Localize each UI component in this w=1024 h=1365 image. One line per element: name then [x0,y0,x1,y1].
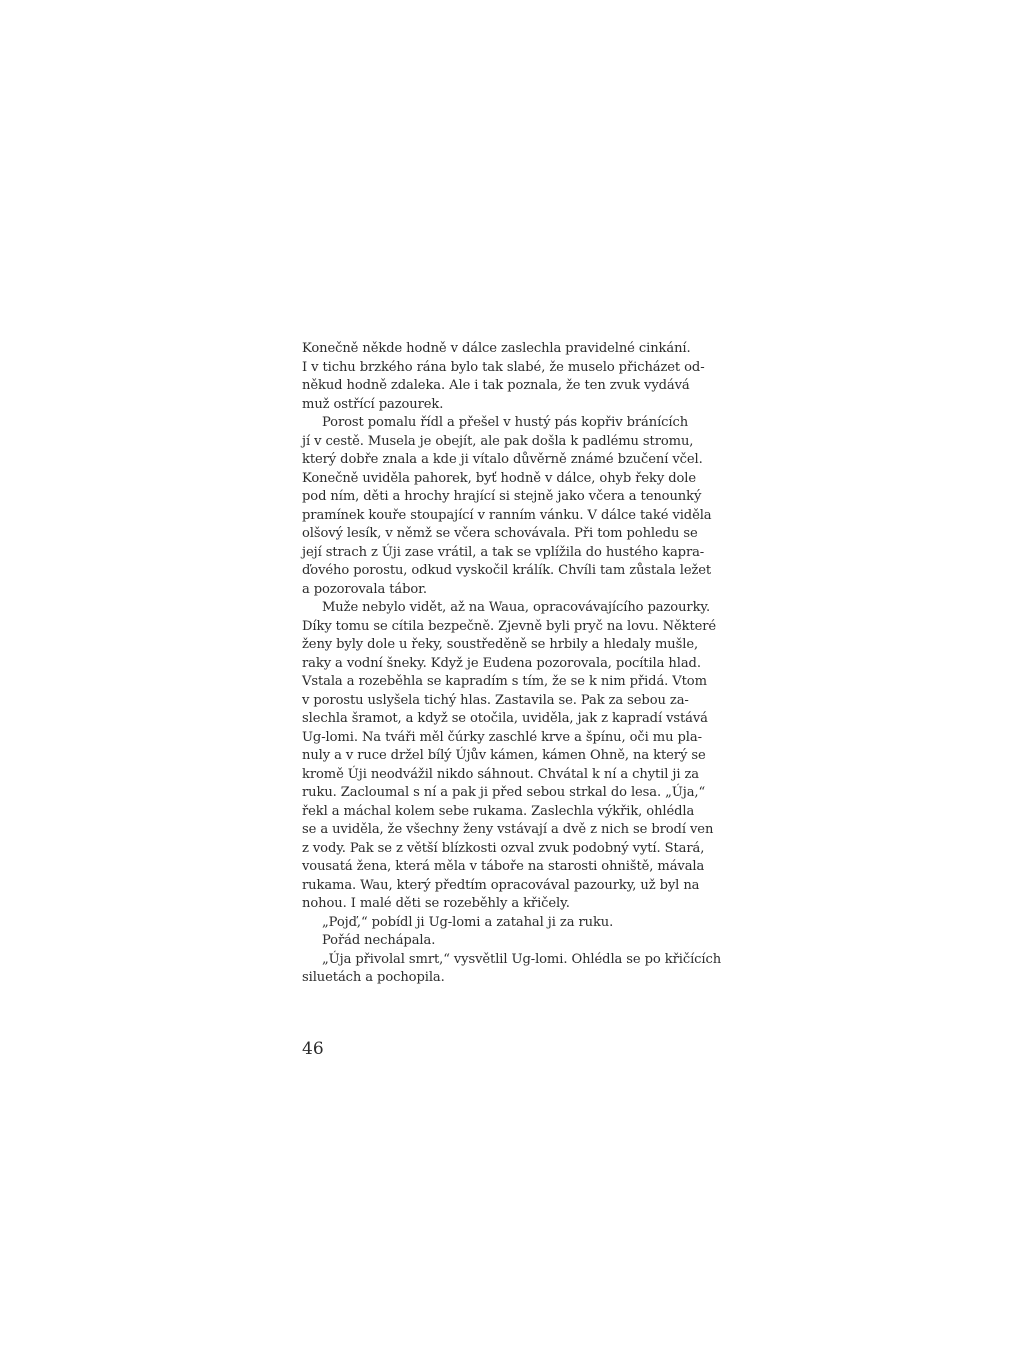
text-line: olšový lesík, v němž se včera schovávala. Při tom pohledu se [302,526,698,541]
text-line: siluetách a pochopila. [302,970,445,985]
text-line: z vody. Pak se z větší blízkosti ozval zvuk podobný vytí. Stará, [302,840,705,856]
text-line: Ug-lomi. Na tváři měl čúrky zaschlé krve a špínu, oči mu pla- [302,729,702,745]
text-line: jí v cestě. Musela je obejít, ale pak došla k padlému stromu, [302,433,694,449]
text-line: vousatá žena, která měla v táboře na starosti ohniště, mávala [302,859,705,874]
text-line: pod ním, děti a hrochy hrající si stejně jako včera a tenounký [302,489,702,504]
paragraph-first-line: „Úja přivolal smrt,“ vysvětlil Ug-lomi. Ohlédla se po křičících [322,951,722,967]
text-line: kromě Úji neodvážil nikdo sáhnout. Chvátal k ní a chytil ji za [302,766,700,782]
text-line: Vstala a rozeběhla se kapradím s tím, že se k nim přidá. Vtom [302,674,707,689]
text-line: se a uviděla, že všechny ženy vstávají a dvě z nich se brodí ven [302,822,714,837]
text-line: nuly a v ruce držel bílý Újův kámen, kámen Ohně, na který se [302,748,706,763]
page-number: 46 [302,1039,324,1059]
text-line: pramínek kouře stoupající v ranním vánku. V dálce také viděla [302,507,712,523]
text-line: ženy byly dole u řeky, soustředěně se hrbily a hledaly mušle, [302,637,699,652]
text-line: Díky tomu se cítila bezpečně. Zjevně byli pryč na lovu. Některé [302,618,717,634]
text-line: I v tichu brzkého rána bylo tak slabé, že muselo přicházet od- [302,359,705,375]
text-line: Konečně někde hodně v dálce zaslechla pravidelné cinkání. [302,341,691,356]
paragraph-first-line: Pořád nechápala. [322,933,436,948]
text-line: nohou. I malé děti se rozeběhly a křičely. [302,896,570,911]
text-line: někud hodně zdaleka. Ale i tak poznala, že ten zvuk vydává [302,378,690,393]
text-line: muž ostřící pazourek. [302,396,444,412]
paragraph-first-line: Porost pomalu řídl a přešel v hustý pás kopřiv bránících [322,415,689,430]
text-line: který dobře znala a kde ji vítalo důvěrně známé bzučení včel. [302,452,703,467]
text-line: v porostu uslyšela tichý hlas. Zastavila se. Pak za sebou za- [302,692,689,708]
text-line: raky a vodní šneky. Když je Eudena pozorovala, pocítila hlad. [302,655,701,671]
text-line: řekl a máchal kolem sebe rukama. Zaslechla výkřik, ohlédla [302,803,695,819]
text-line: Konečně uviděla pahorek, byť hodně v dálce, ohyb řeky dole [302,470,696,486]
paragraph-first-line: „Pojď,“ pobídl ji Ug-lomi a zatahal ji za ruku. [322,914,614,930]
text-line: ruku. Zacloumal s ní a pak ji před sebou strkal do lesa. „Úja,“ [302,785,706,800]
body-text [302,340,722,988]
text-line: slechla šramot, a když se otočila, uviděla, jak z kapradí vstává [302,711,708,726]
text-line: její strach z Úji zase vrátil, a tak se vplížila do hustého kapra- [302,544,705,560]
text-line: ďového porostu, odkud vyskočil králík. Chvíli tam zůstala ležet [302,563,712,578]
paragraph-first-line: Muže nebylo vidět, až na Waua, opracovávajícího pazourky. [322,600,711,615]
text-line: a pozorovala tábor. [302,581,427,597]
text-line: rukama. Wau, který předtím opracovával pazourky, už byl na [302,877,700,893]
